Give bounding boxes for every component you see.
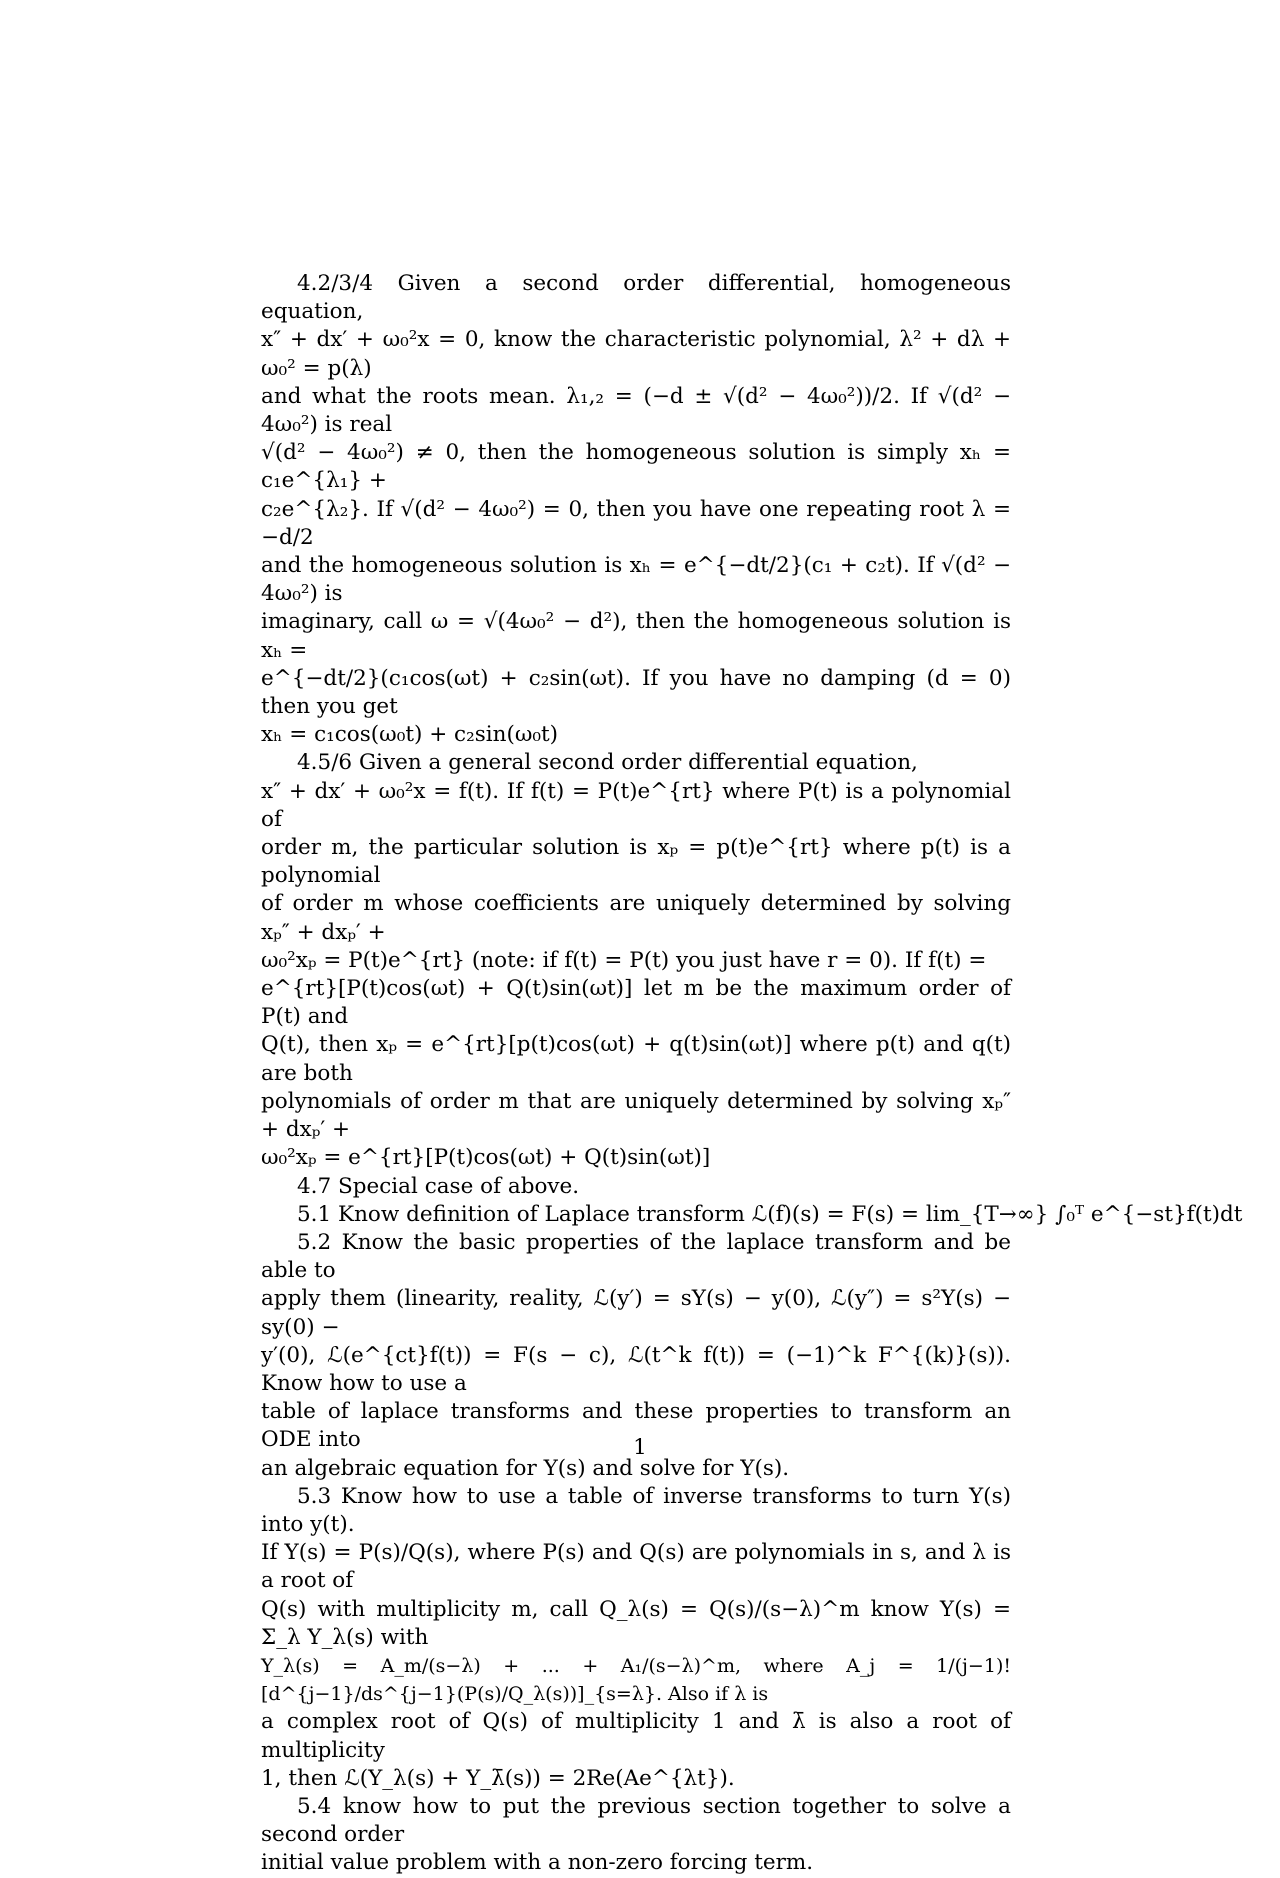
- paragraph-4-7: [261, 1173, 1011, 1201]
- text-line: 1, then ℒ(Y_λ(s) + Y_λ̄(s)) = 2Re(Ae^{λt}).: [261, 1765, 735, 1791]
- text-line: x″ + dx′ + ω₀²x = f(t). If f(t) = P(t)e^{rt} where P(t) is a polynomial of: [261, 778, 1011, 832]
- paragraph-5-1: [261, 1201, 1243, 1229]
- text-line: 4.2/3/4 Given a second order differential, homogeneous equation,: [261, 271, 1011, 325]
- text-line: Q(s) with multiplicity m, call Q_λ(s) = Q(s)/(s−λ)^m know Y(s) = Σ_λ Y_λ(s) with: [261, 1596, 1011, 1650]
- paragraph-4-5-6: [261, 749, 1011, 1172]
- text-line: initial value problem with a non-zero forcing term.: [261, 1850, 814, 1876]
- text-line: 5.1 Know definition of Laplace transform ℒ(f)(s) = F(s) = lim_{T→∞} ∫₀ᵀ e^{−st}f(t)dt: [297, 1201, 1243, 1227]
- paragraph-5-4: [261, 1793, 1011, 1878]
- text-line: and the homogeneous solution is xₕ = e^{−dt/2}(c₁ + c₂t). If √(d² − 4ω₀²) is: [261, 553, 1011, 607]
- paragraph-5-3: [261, 1483, 1011, 1793]
- text-line: polynomials of order m that are uniquely determined by solving xₚ″ + dxₚ′ +: [261, 1088, 1011, 1143]
- text-line: of order m whose coefficients are uniquely determined by solving xₚ″ + dxₚ′ +: [261, 891, 1011, 945]
- text-line: apply them (linearity, reality, ℒ(y′) = sY(s) − y(0), ℒ(y″) = s²Y(s) − sy(0) −: [261, 1286, 1011, 1340]
- study-guide-text: [261, 270, 1243, 1878]
- text-line: xₕ = c₁cos(ω₀t) + c₂sin(ω₀t): [261, 722, 559, 748]
- text-line: an algebraic equation for Y(s) and solve for Y(s).: [261, 1455, 790, 1481]
- text-line: e^{rt}[P(t)cos(ωt) + Q(t)sin(ωt)] let m be the maximum order of P(t) and: [261, 976, 1011, 1030]
- text-line: 5.4 know how to put the previous section together to solve a second order: [261, 1793, 1011, 1848]
- page-number: 1: [633, 1435, 647, 1460]
- text-line: ω₀²xₚ = P(t)e^{rt} (note: if f(t) = P(t) you just have r = 0). If f(t) =: [261, 947, 987, 973]
- text-line: y′(0), ℒ(e^{ct}f(t)) = F(s − c), ℒ(t^k f(t)) = (−1)^k F^{(k)}(s)). Know how to use a: [261, 1342, 1011, 1396]
- text-line: imaginary, call ω = √(4ω₀² − d²), then the homogeneous solution is xₕ =: [261, 609, 1011, 663]
- text-line: 5.2 Know the basic properties of the laplace transform and be able to: [261, 1229, 1011, 1284]
- paragraph-4-2-3-4: [261, 270, 1011, 749]
- text-line: table of laplace transforms and these properties to transform an ODE into: [261, 1399, 1011, 1453]
- text-line: 4.7 Special case of above.: [297, 1173, 580, 1199]
- text-line: c₂e^{λ₂}. If √(d² − 4ω₀²) = 0, then you have one repeating root λ = −d/2: [261, 496, 1011, 550]
- text-line: ω₀²xₚ = e^{rt}[P(t)cos(ωt) + Q(t)sin(ωt)]: [261, 1145, 711, 1171]
- text-line: √(d² − 4ω₀²) ≠ 0, then the homogeneous solution is simply xₕ = c₁e^{λ₁} +: [261, 440, 1011, 494]
- text-line: x″ + dx′ + ω₀²x = 0, know the characteristic polynomial, λ² + dλ + ω₀² = p(λ): [261, 327, 1011, 381]
- text-line: If Y(s) = P(s)/Q(s), where P(s) and Q(s) are polynomials in s, and λ is a root of: [261, 1540, 1011, 1594]
- text-line: Q(t), then xₚ = e^{rt}[p(t)cos(ωt) + q(t)sin(ωt)] where p(t) and q(t) are both: [261, 1032, 1011, 1086]
- text-line: Y_λ(s) = A_m/(s−λ) + ... + A₁/(s−λ)^m, where A_j = 1/(j−1)! [d^{j−1}/ds^{j−1}(P(s)/Q_λ(s))]_{s=λ}. Also if λ is: [261, 1654, 1011, 1706]
- text-line: 5.3 Know how to use a table of inverse transforms to turn Y(s) into y(t).: [261, 1483, 1011, 1537]
- text-line: a complex root of Q(s) of multiplicity 1 and λ̄ is also a root of multiplicity: [261, 1709, 1011, 1763]
- text-line: order m, the particular solution is xₚ = p(t)e^{rt} where p(t) is a polynomial: [261, 835, 1011, 889]
- text-line: and what the roots mean. λ₁,₂ = (−d ± √(d² − 4ω₀²))/2. If √(d² − 4ω₀²) is real: [261, 383, 1011, 438]
- text-line: 4.5/6 Given a general second order differential equation,: [297, 750, 918, 776]
- text-line: e^{−dt/2}(c₁cos(ωt) + c₂sin(ωt). If you have no damping (d = 0) then you get: [261, 665, 1011, 720]
